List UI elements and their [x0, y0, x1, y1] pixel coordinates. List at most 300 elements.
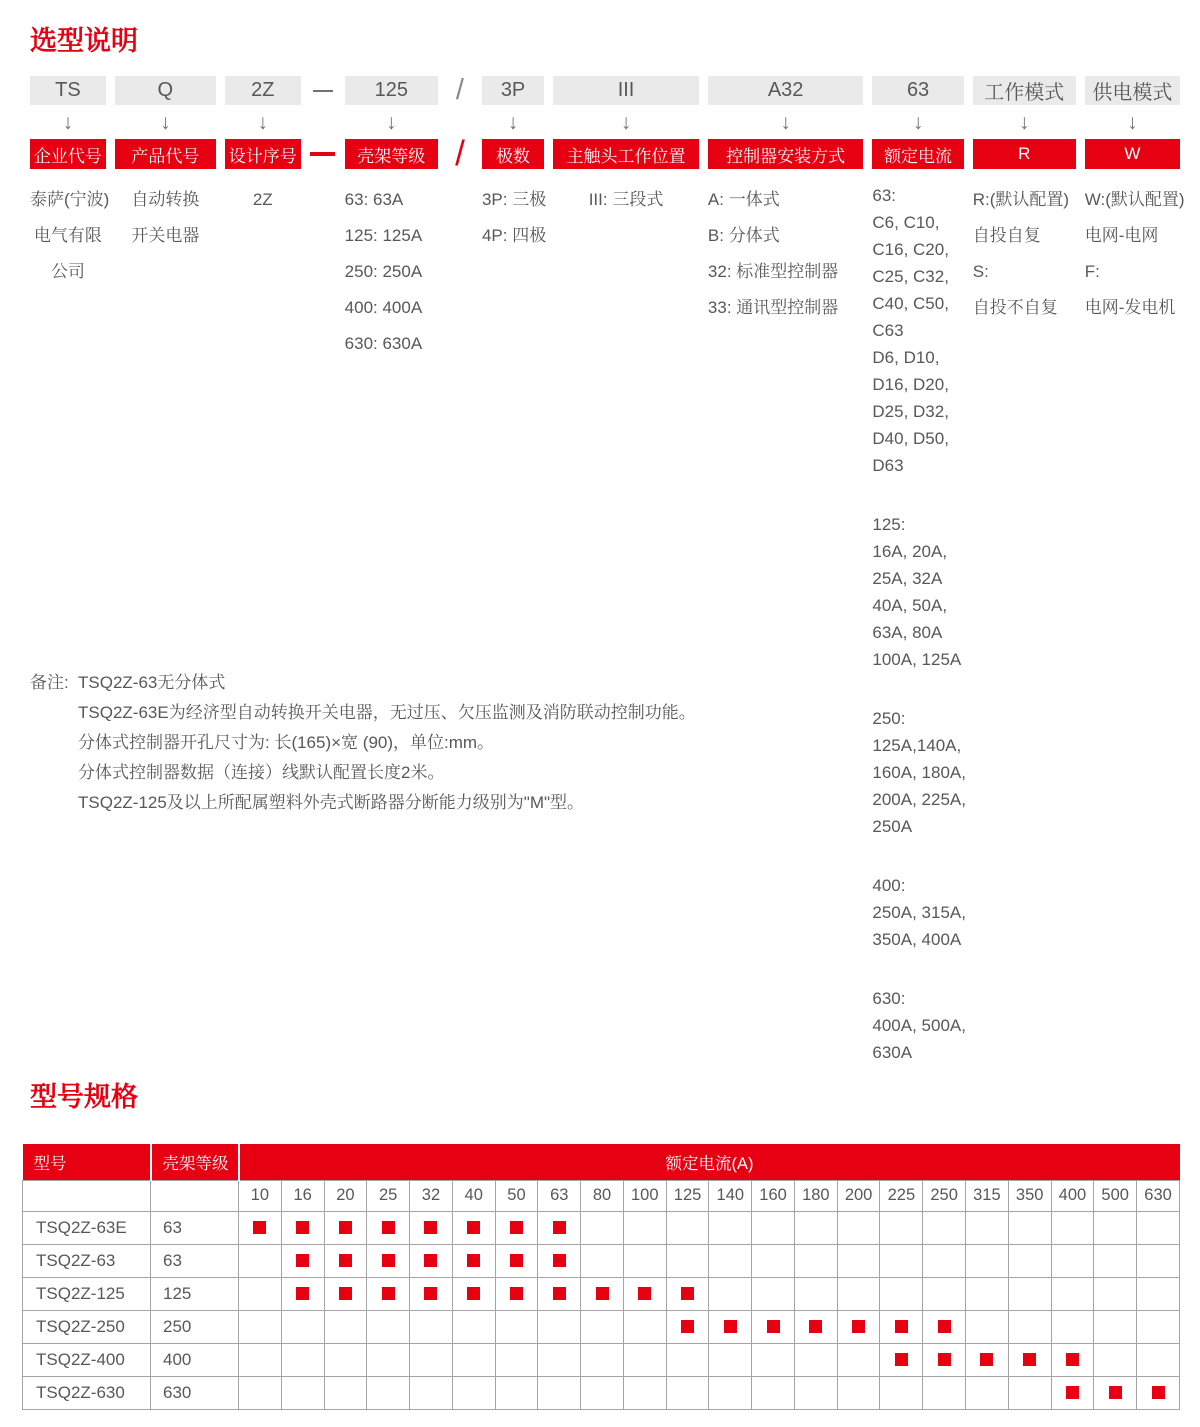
- desc-line: R:(默认配置): [972, 190, 1070, 209]
- desc-line: C40, C50,: [872, 294, 949, 313]
- current-column-label: 350: [1008, 1180, 1051, 1211]
- availability-cell: [239, 1376, 282, 1409]
- note-line: TSQ2Z-63E为经济型自动转换开关电器，无过压、欠压监测及消防联动控制功能。: [78, 703, 696, 722]
- availability-cell: [367, 1343, 410, 1376]
- desc-line: 33: 通讯型控制器: [707, 298, 839, 317]
- segment-label: 壳架等级: [345, 139, 438, 169]
- availability-cell: [923, 1244, 966, 1277]
- model-code-column: [345, 76, 438, 1066]
- current-values-row: [23, 1180, 1180, 1211]
- frame-size: 125: [151, 1277, 239, 1310]
- availability-marker: [339, 1254, 352, 1267]
- availability-cell: [709, 1376, 752, 1409]
- segment-label: 额定电流: [872, 139, 963, 169]
- current-group: [872, 985, 966, 1066]
- desc-line: 2Z: [252, 190, 273, 209]
- desc-line: 泰萨(宁波): [30, 190, 110, 209]
- availability-cell: [1094, 1211, 1137, 1244]
- code-box: 2Z: [225, 76, 301, 105]
- current-column-label: 180: [794, 1180, 837, 1211]
- down-arrow-icon: ↓: [386, 110, 397, 134]
- availability-cell: [239, 1277, 282, 1310]
- current-column-label: 225: [880, 1180, 923, 1211]
- availability-cell: [752, 1343, 795, 1376]
- spec-row: [23, 1277, 1180, 1310]
- model-code-column: [115, 76, 216, 1066]
- model-code-column: [708, 76, 863, 1066]
- availability-cell: [367, 1244, 410, 1277]
- availability-cell: [880, 1310, 923, 1343]
- code-box: 63: [872, 76, 963, 105]
- availability-marker: [424, 1254, 437, 1267]
- availability-cell: [324, 1310, 367, 1343]
- segment-label: 企业代号: [30, 139, 106, 169]
- availability-cell: [666, 1376, 709, 1409]
- availability-cell: [581, 1211, 624, 1244]
- availability-cell: [666, 1211, 709, 1244]
- model-code-column: [481, 76, 547, 1066]
- availability-cell: [1137, 1277, 1180, 1310]
- dash-separator: [310, 76, 336, 1066]
- availability-cell: [752, 1310, 795, 1343]
- empty-cell: [23, 1180, 151, 1211]
- availability-cell: [239, 1310, 282, 1343]
- desc-line: 250:: [872, 709, 906, 728]
- desc-line: D6, D10,: [872, 348, 940, 367]
- availability-cell: [709, 1310, 752, 1343]
- availability-cell: [581, 1376, 624, 1409]
- availability-marker: [724, 1320, 737, 1333]
- note-line: 分体式控制器数据（连接）线默认配置长度2米。: [78, 763, 445, 782]
- frame-size: 400: [151, 1343, 239, 1376]
- availability-marker: [852, 1320, 865, 1333]
- desc-line: F:: [1084, 262, 1100, 281]
- availability-cell: [1094, 1310, 1137, 1343]
- availability-cell: [794, 1343, 837, 1376]
- empty-cell: [151, 1180, 239, 1211]
- availability-cell: [794, 1244, 837, 1277]
- slash-separator: / /: [455, 74, 465, 173]
- availability-marker: [596, 1287, 609, 1300]
- current-column-label: 63: [538, 1180, 581, 1211]
- availability-cell: [837, 1244, 880, 1277]
- availability-cell: [324, 1211, 367, 1244]
- spec-row: [23, 1310, 1180, 1343]
- spec-table-wrap: [22, 1144, 1180, 1410]
- availability-cell: [410, 1277, 453, 1310]
- availability-cell: [966, 1343, 1009, 1376]
- code-box: A32: [708, 76, 863, 105]
- availability-marker: [638, 1287, 651, 1300]
- availability-marker: [296, 1254, 309, 1267]
- model-code-column: [225, 76, 301, 1066]
- desc-line: 3P: 三极: [481, 190, 547, 209]
- availability-cell: [880, 1343, 923, 1376]
- availability-cell: [709, 1211, 752, 1244]
- frame-size: 250: [151, 1310, 239, 1343]
- availability-cell: [837, 1376, 880, 1409]
- current-column-label: 630: [1137, 1180, 1180, 1211]
- availability-cell: [452, 1310, 495, 1343]
- model-name: TSQ2Z-63E: [23, 1211, 151, 1244]
- model-column-header: 型号: [23, 1144, 151, 1180]
- availability-cell: [495, 1211, 538, 1244]
- desc-line: 16A, 20A,: [872, 542, 948, 561]
- code-box: 工作模式: [973, 76, 1076, 105]
- availability-cell: [281, 1244, 324, 1277]
- availability-cell: [794, 1310, 837, 1343]
- desc-line: 开关电器: [131, 226, 200, 245]
- availability-marker: [553, 1221, 566, 1234]
- down-arrow-icon: ↓: [62, 110, 74, 134]
- availability-marker: [767, 1320, 780, 1333]
- desc-line: 400: 400A: [344, 298, 423, 317]
- desc-line: 公司: [50, 262, 85, 281]
- availability-cell: [880, 1277, 923, 1310]
- current-column-label: 250: [923, 1180, 966, 1211]
- model-code-column: [1084, 76, 1185, 1066]
- current-column-label: 32: [410, 1180, 453, 1211]
- availability-cell: [880, 1211, 923, 1244]
- availability-marker: [424, 1287, 437, 1300]
- segment-desc: [481, 182, 547, 254]
- spec-row: [23, 1244, 1180, 1277]
- availability-cell: [367, 1376, 410, 1409]
- availability-cell: [1008, 1277, 1051, 1310]
- availability-cell: [966, 1277, 1009, 1310]
- availability-cell: [495, 1343, 538, 1376]
- availability-cell: [623, 1244, 666, 1277]
- availability-cell: [623, 1211, 666, 1244]
- desc-line: 630: 630A: [344, 334, 423, 353]
- availability-cell: [1008, 1310, 1051, 1343]
- availability-cell: [1051, 1211, 1094, 1244]
- availability-cell: [324, 1343, 367, 1376]
- down-arrow-icon: ↓: [912, 110, 924, 134]
- current-group: [872, 872, 966, 953]
- desc-line: 自投自复: [972, 226, 1041, 245]
- availability-cell: [495, 1376, 538, 1409]
- current-column-label: 400: [1051, 1180, 1094, 1211]
- availability-cell: [966, 1376, 1009, 1409]
- desc-line: C25, C32,: [872, 267, 949, 286]
- segment-desc: [553, 182, 699, 218]
- availability-marker: [895, 1320, 908, 1333]
- availability-cell: [281, 1310, 324, 1343]
- availability-marker: [253, 1221, 266, 1234]
- segment-desc: [872, 182, 966, 1066]
- availability-cell: [410, 1244, 453, 1277]
- availability-cell: [966, 1310, 1009, 1343]
- segment-label: 极数: [482, 139, 544, 169]
- code-box: TS: [30, 76, 106, 105]
- availability-cell: [452, 1244, 495, 1277]
- desc-line: 630:: [872, 989, 906, 1008]
- segment-label: 设计序号: [225, 139, 301, 169]
- availability-cell: [837, 1211, 880, 1244]
- desc-line: 电网-电网: [1084, 226, 1159, 245]
- desc-line: 25A, 32A: [872, 569, 943, 588]
- availability-cell: [1137, 1376, 1180, 1409]
- current-column-label: 500: [1094, 1180, 1137, 1211]
- segment-desc: [30, 182, 110, 290]
- availability-cell: [666, 1277, 709, 1310]
- down-arrow-icon: ↓: [1127, 110, 1138, 134]
- frame-column-header: 壳架等级: [151, 1144, 239, 1180]
- desc-line: 40A, 50A,: [872, 596, 948, 615]
- segment-desc: [345, 182, 438, 362]
- availability-cell: [410, 1376, 453, 1409]
- current-column-label: 16: [281, 1180, 324, 1211]
- desc-line: W:(默认配置): [1084, 190, 1185, 209]
- spec-row: [23, 1211, 1180, 1244]
- availability-cell: [538, 1277, 581, 1310]
- availability-marker: [510, 1287, 523, 1300]
- availability-cell: [880, 1244, 923, 1277]
- availability-marker: [681, 1320, 694, 1333]
- down-arrow-icon: ↓: [780, 110, 791, 134]
- availability-marker: [809, 1320, 822, 1333]
- desc-line: 125: 125A: [344, 226, 423, 245]
- availability-marker: [980, 1353, 993, 1366]
- model-name: TSQ2Z-250: [23, 1310, 151, 1343]
- desc-line: 自动转换: [131, 190, 200, 209]
- availability-cell: [495, 1244, 538, 1277]
- availability-cell: [1008, 1376, 1051, 1409]
- availability-marker: [467, 1287, 480, 1300]
- down-arrow-icon: ↓: [507, 110, 519, 134]
- availability-cell: [752, 1376, 795, 1409]
- desc-line: 250A, 315A,: [872, 903, 966, 922]
- code-box: 供电模式: [1085, 76, 1180, 105]
- down-arrow-icon: ↓: [1018, 110, 1030, 134]
- availability-cell: [966, 1211, 1009, 1244]
- availability-cell: [966, 1244, 1009, 1277]
- table-header-row: [23, 1144, 1180, 1180]
- desc-line: D16, D20,: [872, 375, 949, 394]
- current-column-label: 10: [239, 1180, 282, 1211]
- availability-cell: [1094, 1244, 1137, 1277]
- segment-desc: [225, 182, 301, 218]
- availability-marker: [510, 1221, 523, 1234]
- current-column-label: 25: [367, 1180, 410, 1211]
- availability-marker: [1066, 1386, 1079, 1399]
- model-code-column: [553, 76, 699, 1066]
- current-column-label: 40: [452, 1180, 495, 1211]
- availability-cell: [1137, 1343, 1180, 1376]
- availability-cell: [281, 1343, 324, 1376]
- availability-cell: [1008, 1244, 1051, 1277]
- availability-cell: [923, 1376, 966, 1409]
- availability-cell: [538, 1211, 581, 1244]
- availability-cell: [666, 1244, 709, 1277]
- availability-cell: [452, 1376, 495, 1409]
- desc-line: D25, D32,: [872, 402, 949, 421]
- availability-cell: [666, 1343, 709, 1376]
- availability-cell: [581, 1310, 624, 1343]
- availability-cell: [452, 1211, 495, 1244]
- availability-cell: [923, 1343, 966, 1376]
- availability-cell: [1008, 1343, 1051, 1376]
- availability-cell: [1008, 1211, 1051, 1244]
- availability-marker: [467, 1254, 480, 1267]
- availability-cell: [752, 1277, 795, 1310]
- spec-row: [23, 1376, 1180, 1409]
- desc-line: 250A: [872, 817, 913, 836]
- current-column-label: 160: [752, 1180, 795, 1211]
- desc-line: 125:: [872, 515, 906, 534]
- desc-line: 32: 标准型控制器: [707, 262, 839, 281]
- availability-cell: [239, 1244, 282, 1277]
- code-box: Q: [115, 76, 216, 105]
- availability-marker: [1023, 1353, 1036, 1366]
- model-code-column: [30, 76, 110, 1066]
- availability-cell: [1051, 1277, 1094, 1310]
- availability-marker: [1152, 1386, 1165, 1399]
- segment-label: 产品代号: [115, 139, 216, 169]
- code-box: 125: [345, 76, 438, 105]
- availability-cell: [581, 1343, 624, 1376]
- model-name: TSQ2Z-400: [23, 1343, 151, 1376]
- desc-line: C16, C20,: [872, 240, 949, 259]
- availability-cell: [1137, 1211, 1180, 1244]
- availability-marker: [467, 1221, 480, 1234]
- segment-desc: [115, 182, 216, 254]
- availability-cell: [880, 1376, 923, 1409]
- current-column-label: 50: [495, 1180, 538, 1211]
- availability-marker: [296, 1287, 309, 1300]
- note-line: 分体式控制器开孔尺寸为: 长(165)×宽 (90)，单位:mm。: [78, 733, 495, 752]
- availability-marker: [681, 1287, 694, 1300]
- desc-line: 4P: 四极: [481, 226, 547, 245]
- availability-cell: [1051, 1376, 1094, 1409]
- current-column-label: 200: [837, 1180, 880, 1211]
- availability-cell: [1094, 1277, 1137, 1310]
- desc-line: D63: [872, 456, 904, 475]
- availability-cell: [239, 1343, 282, 1376]
- availability-cell: [367, 1310, 410, 1343]
- availability-cell: [281, 1211, 324, 1244]
- availability-cell: [794, 1277, 837, 1310]
- availability-cell: [623, 1343, 666, 1376]
- model-name: TSQ2Z-125: [23, 1277, 151, 1310]
- note-line: TSQ2Z-125及以上所配属塑料外壳式断路器分断能力级别为"M"型。: [78, 793, 585, 812]
- availability-marker: [296, 1221, 309, 1234]
- availability-cell: [367, 1277, 410, 1310]
- availability-marker: [938, 1353, 951, 1366]
- availability-cell: [410, 1310, 453, 1343]
- dash-icon: [313, 90, 333, 92]
- availability-cell: [794, 1211, 837, 1244]
- desc-line: 250: 250A: [344, 262, 423, 281]
- frame-size: 630: [151, 1376, 239, 1409]
- availability-marker: [1109, 1386, 1122, 1399]
- desc-line: 63: 63A: [344, 190, 404, 209]
- availability-marker: [339, 1287, 352, 1300]
- current-column-label: 125: [666, 1180, 709, 1211]
- dash-icon: [310, 152, 335, 156]
- desc-line: 350A, 400A: [872, 930, 962, 949]
- code-box: 3P: [482, 76, 544, 105]
- availability-marker: [553, 1287, 566, 1300]
- desc-line: 电气有限: [33, 226, 102, 245]
- availability-cell: [752, 1211, 795, 1244]
- availability-cell: [495, 1310, 538, 1343]
- model-name: TSQ2Z-63: [23, 1244, 151, 1277]
- segment-label: 控制器安装方式: [708, 139, 863, 169]
- availability-cell: [837, 1343, 880, 1376]
- availability-cell: [1051, 1343, 1094, 1376]
- availability-cell: [324, 1376, 367, 1409]
- segment-desc: [708, 182, 863, 326]
- model-code-column: [872, 76, 966, 1066]
- availability-cell: [581, 1277, 624, 1310]
- availability-cell: [239, 1211, 282, 1244]
- availability-cell: [1094, 1376, 1137, 1409]
- availability-cell: [623, 1376, 666, 1409]
- desc-line: 160A, 180A,: [872, 763, 966, 782]
- model-code-diagram: [30, 74, 1185, 1066]
- notes-block: [30, 668, 820, 818]
- availability-cell: [837, 1277, 880, 1310]
- spec-section-title: 型号规格: [30, 1082, 138, 1112]
- availability-cell: [1137, 1244, 1180, 1277]
- availability-marker: [382, 1254, 395, 1267]
- desc-line: 电网-发电机: [1084, 298, 1176, 317]
- availability-marker: [553, 1254, 566, 1267]
- desc-line: B: 分体式: [707, 226, 780, 245]
- spec-row: [23, 1343, 1180, 1376]
- current-column-label: 140: [709, 1180, 752, 1211]
- desc-line: 400A, 500A,: [872, 1016, 966, 1035]
- availability-cell: [538, 1376, 581, 1409]
- availability-marker: [938, 1320, 951, 1333]
- current-group: [872, 511, 963, 673]
- note-line: TSQ2Z-63无分体式: [78, 673, 226, 692]
- availability-cell: [410, 1211, 453, 1244]
- segment-desc: [1084, 182, 1185, 326]
- availability-marker: [382, 1287, 395, 1300]
- desc-line: S:: [972, 262, 989, 281]
- availability-cell: [495, 1277, 538, 1310]
- segment-label: 主触头工作位置: [553, 139, 699, 169]
- down-arrow-icon: ↓: [160, 110, 171, 134]
- desc-line: 125A,140A,: [872, 736, 962, 755]
- down-arrow-icon: ↓: [620, 110, 632, 134]
- selection-guide-title: 选型说明: [30, 26, 138, 56]
- model-name: TSQ2Z-630: [23, 1376, 151, 1409]
- availability-cell: [452, 1343, 495, 1376]
- availability-cell: [1051, 1244, 1094, 1277]
- current-column-label: 20: [324, 1180, 367, 1211]
- down-arrow-icon: ↓: [257, 110, 268, 134]
- desc-line: 400:: [872, 876, 906, 895]
- desc-line: D40, D50,: [872, 429, 949, 448]
- desc-line: A: 一体式: [707, 190, 780, 209]
- availability-cell: [923, 1310, 966, 1343]
- availability-cell: [410, 1343, 453, 1376]
- segment-desc: [973, 182, 1076, 326]
- spec-table: [22, 1144, 1180, 1410]
- desc-line: 63A, 80A: [872, 623, 943, 642]
- model-code-column: [973, 76, 1076, 1066]
- availability-cell: [324, 1277, 367, 1310]
- availability-cell: [709, 1343, 752, 1376]
- availability-cell: [923, 1277, 966, 1310]
- availability-cell: [1137, 1310, 1180, 1343]
- availability-cell: [281, 1376, 324, 1409]
- availability-cell: [367, 1211, 410, 1244]
